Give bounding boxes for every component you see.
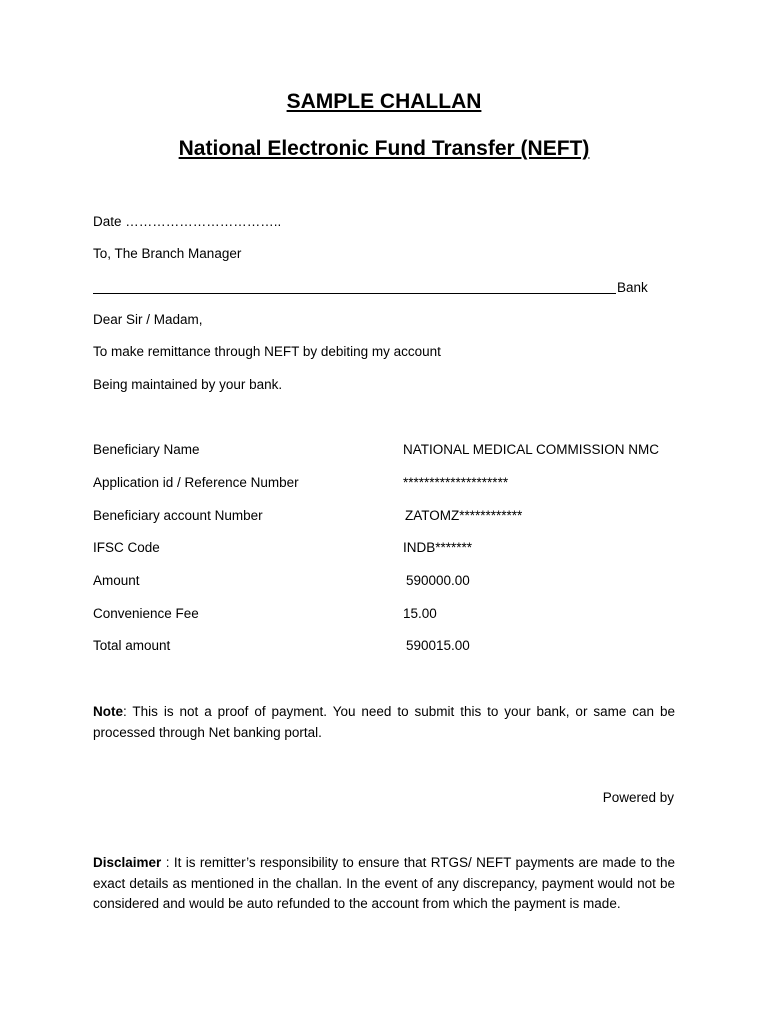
bank-label: Bank [617, 280, 648, 295]
detail-value: INDB******* [403, 540, 473, 555]
detail-value: 590015.00 [406, 638, 470, 653]
note-text: : This is not a proof of payment. You need to submit this to your bank, or same can be processed through Net banking portal. [93, 704, 675, 740]
detail-row-beneficiary-name [93, 442, 683, 460]
detail-label: Beneficiary Name [93, 442, 200, 457]
detail-row-reference-number [93, 475, 683, 493]
date-line: Date …………………………….. [93, 214, 282, 229]
addressee-line: To, The Branch Manager [93, 246, 242, 261]
bank-name-blank [93, 280, 653, 296]
powered-by: Powered by [602, 790, 674, 805]
body-line-2: Being maintained by your bank. [93, 377, 283, 392]
detail-row-amount [93, 573, 683, 591]
salutation: Dear Sir / Madam, [93, 312, 203, 327]
disclaimer-text: : It is remitter’s responsibility to ensure that RTGS/ NEFT payments are made to the exact details as mentioned in the challan. In the event of any discrepancy, payment would not be considered and would be auto refunded to the account from which the payment is made. [93, 855, 675, 911]
note-paragraph [93, 702, 675, 743]
detail-row-convenience-fee [93, 606, 683, 624]
detail-label: Beneficiary account Number [93, 508, 263, 523]
detail-label: IFSC Code [93, 540, 160, 555]
detail-label: Application id / Reference Number [93, 475, 299, 490]
detail-value: ZATOMZ************ [405, 508, 523, 523]
detail-value: 590000.00 [406, 573, 470, 588]
detail-row-total-amount [93, 638, 683, 656]
document-title: SAMPLE CHALLAN [286, 90, 482, 113]
disclaimer-label: Disclaimer [93, 855, 162, 870]
detail-value: NATIONAL MEDICAL COMMISSION NMC [403, 442, 660, 457]
bank-name-underline [93, 293, 616, 294]
detail-value: ******************** [403, 475, 509, 490]
disclaimer-paragraph [93, 853, 675, 915]
detail-value: 15.00 [403, 606, 437, 621]
detail-label: Total amount [93, 638, 171, 653]
detail-label: Convenience Fee [93, 606, 199, 621]
note-label: Note [93, 704, 123, 719]
document-subtitle: National Electronic Fund Transfer (NEFT) [178, 137, 590, 160]
detail-label: Amount [93, 573, 140, 588]
body-line-1: To make remittance through NEFT by debiting my account [93, 344, 441, 359]
detail-row-account-number [93, 508, 683, 526]
detail-row-ifsc-code [93, 540, 683, 558]
